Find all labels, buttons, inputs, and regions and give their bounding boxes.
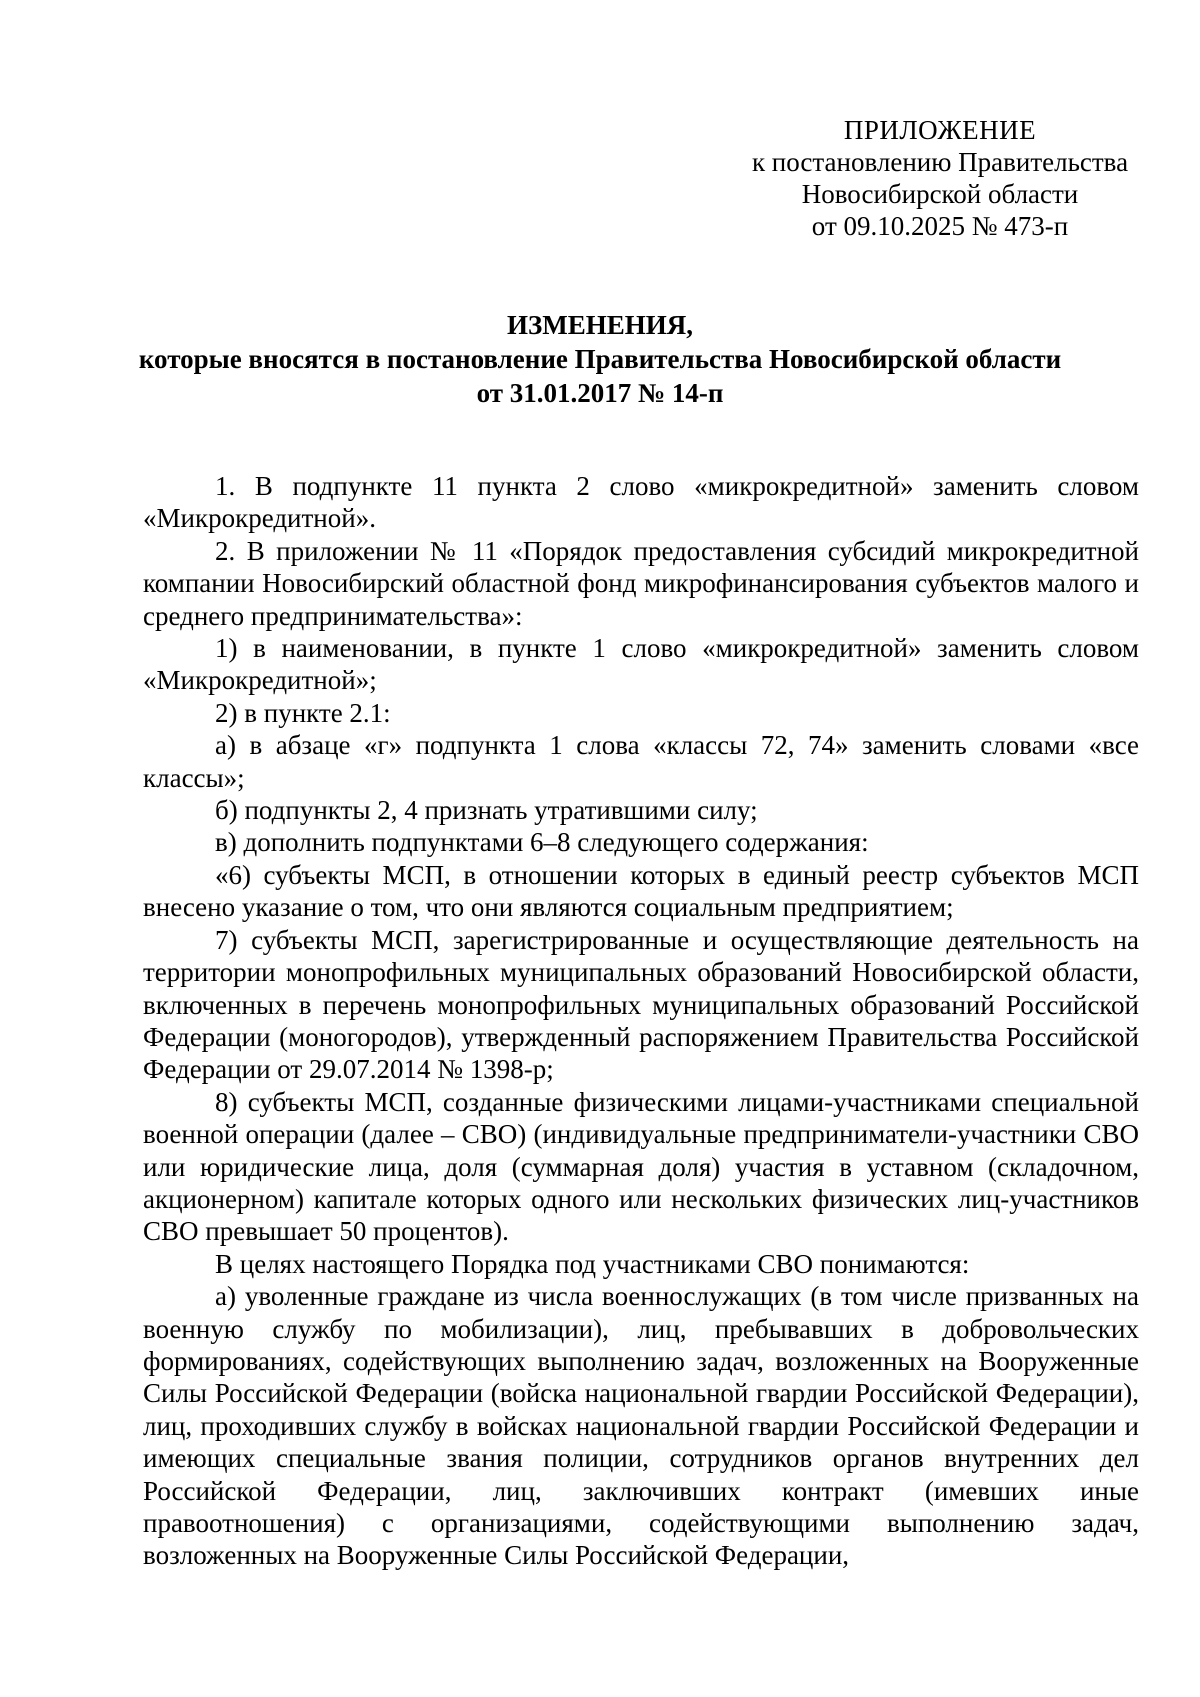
paragraph: в) дополнить подпунктами 6–8 следующего содержания: — [215, 827, 869, 858]
paragraph: 2) в пункте 2.1: — [215, 697, 391, 728]
document-body — [143, 470, 1139, 1572]
appendix-date-number: от 09.10.2025 № 473-п — [811, 211, 1069, 241]
paragraph: б) подпункты 2, 4 признать утратившими силу; — [215, 795, 758, 826]
heading-reference: от 31.01.2017 № 14-п — [476, 378, 724, 408]
heading-subtitle: которые вносятся в постановление Правительства Новосибирской области — [138, 344, 1062, 374]
appendix-line: Новосибирской области — [801, 179, 1079, 209]
paragraph: 1. В подпункте 11 пункта 2 слово «микрокредитной» заменить словом «Микрокредитной». — [143, 471, 1139, 534]
paragraph: 2. В приложении № 11 «Порядок предоставления субсидий микрокредитной компании Новосибирский областной фонд микрофинансирования субъектов малого и среднего предпринимательства»: — [143, 535, 1139, 631]
paragraph: 8) субъекты МСП, созданные физическими лицами-участниками специальной военной операции (далее – СВО) (индивидуальные предприниматели-участники СВО или юридические лица, доля (суммарная доля) участия в уставном (складочном, акционерном) капитале которых одного или нескольких физических лиц-участников СВО превышает 50 процентов). — [143, 1086, 1139, 1247]
appendix-line: к постановлению Правительства — [751, 147, 1129, 177]
appendix-block — [740, 114, 1140, 242]
paragraph: а) уволенные граждане из числа военнослужащих (в том числе призванных на военную службу по мобилизации), лиц, пребывавших в добровольческих формированиях, содействующих выполнению задач, возложенных на Вооруженные Силы Российской Федерации (войска национальной гвардии Российской Федерации), лиц, проходивших службу в войсках национальной гвардии Российской Федерации и имеющих специальные звания полиции, сотрудников органов внутренних дел Российской Федерации, лиц, заключивших контракт (имевших иные правоотношения) с организациями, содействующими выполнению задач, возложенных на Вооруженные Силы Российской Федерации, — [143, 1281, 1139, 1571]
paragraph: а) в абзаце «г» подпункта 1 слова «классы 72, 74» заменить словами «все классы»; — [143, 730, 1139, 793]
paragraph: «6) субъекты МСП, в отношении которых в единый реестр субъектов МСП внесено указание о том, что они являются социальным предприятием; — [143, 859, 1139, 923]
paragraph: 1) в наименовании, в пункте 1 слово «микрокредитной» заменить словом «Микрокредитной»; — [143, 633, 1139, 696]
paragraph: 7) субъекты МСП, зарегистрированные и осуществляющие деятельность на территории монопрофильных муниципальных образований Новосибирской области, включенных в перечень монопрофильных муниципальных образований Российской Федерации (моногородов), утвержденный распоряжением Правительства Российской Федерации от 29.07.2014 № 1398-р; — [143, 924, 1139, 1085]
document-heading — [100, 308, 1100, 410]
appendix-title: ПРИЛОЖЕНИЕ — [843, 115, 1037, 145]
heading-title: ИЗМЕНЕНИЯ, — [506, 310, 693, 340]
paragraph: В целях настоящего Порядка под участниками СВО понимаются: — [215, 1248, 970, 1279]
